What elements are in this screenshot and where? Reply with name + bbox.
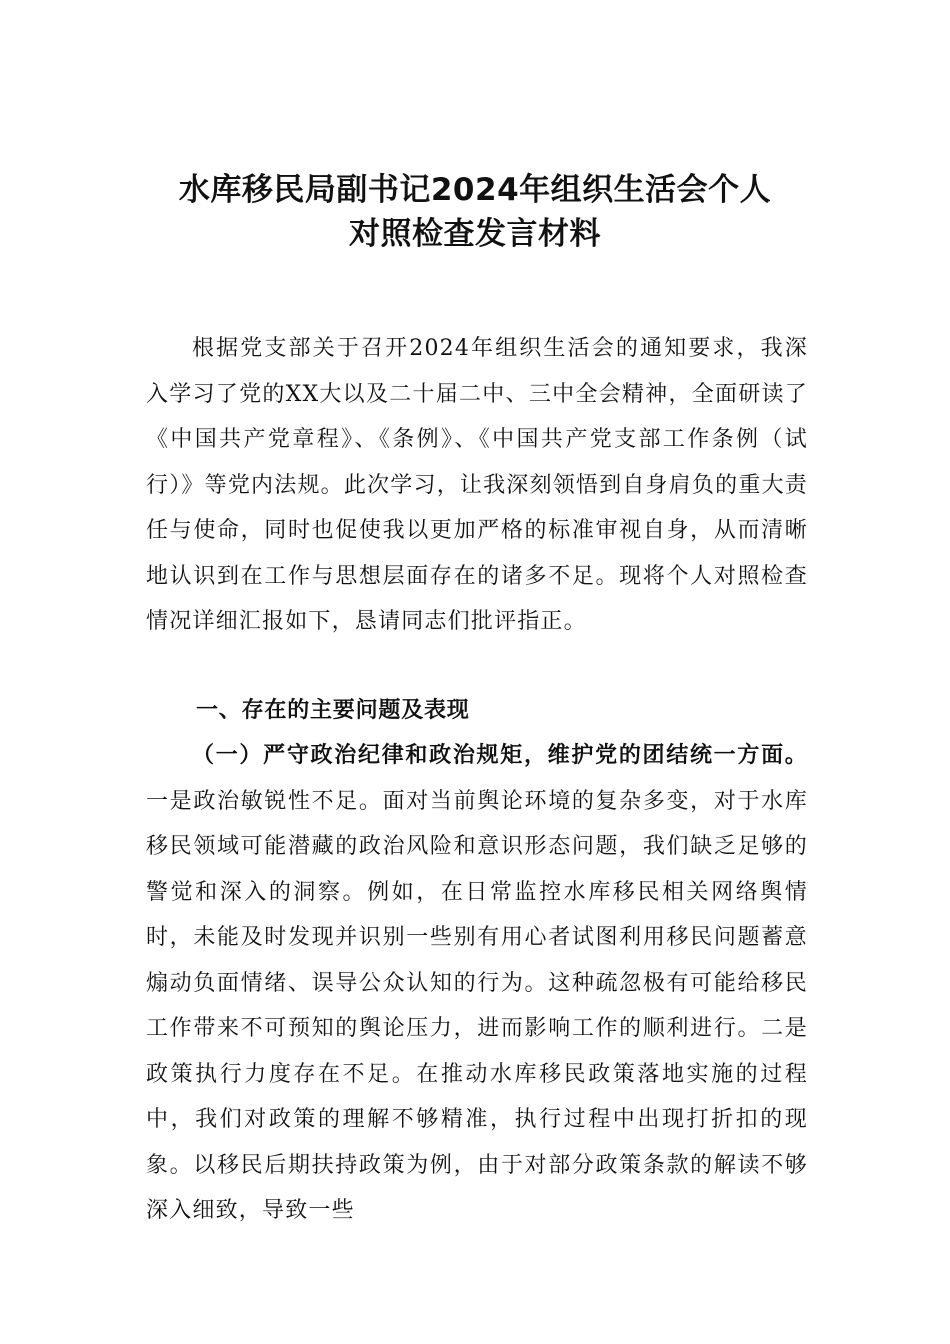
subsection-paragraph (146, 733, 808, 1234)
section-heading: 一、存在的主要问题及表现 (196, 698, 470, 723)
subsection-heading: （一）严守政治纪律和政治规矩，维护党的团结统一方面。 (192, 742, 808, 768)
document-title-line-2: 对照检查发言材料 (349, 216, 601, 252)
document-title-line-1: 水库移民局副书记2024年组织生活会个人 (178, 172, 772, 208)
subsection-body: 一是政治敏锐性不足。面对当前舆论环境的复杂多变，对于水库移民领域可能潜藏的政治风险和意识形态问题，我们缺乏足够的警觉和深入的洞察。例如，在日常监控水库移民相关网络舆情时，未能及时发现并识别一些别有用心者试图利用移民问题蓄意煽动负面情绪、误导公众认知的行为。这种疏忽极有可能给移民工作带来不可预知的舆论压力，进而影响工作的顺利进行。二是政策执行力度存在不足。在推动水库移民政策落地实施的过程中，我们对政策的理解不够精准，执行过程中出现打折扣的现象。以移民后期扶持政策为例，由于对部分政策条款的解读不够深入细致，导致一些 (146, 788, 808, 1223)
intro-paragraph: 根据党支部关于召开2024年组织生活会的通知要求，我深入学习了党的XX大以及二十届二中、三中全会精神，全面研读了《中国共产党章程》、《条例》、《中国共产党支部工作条例（试行）》等党内法规。此次学习，让我深刻领悟到自身肩负的重大责任与使命，同时也促使我以更加严格的标准审视自身，从而清晰地认识到在工作与思想层面存在的诸多不足。现将个人对照检查情况详细汇报如下，恳请同志们批评指正。 (146, 336, 808, 634)
